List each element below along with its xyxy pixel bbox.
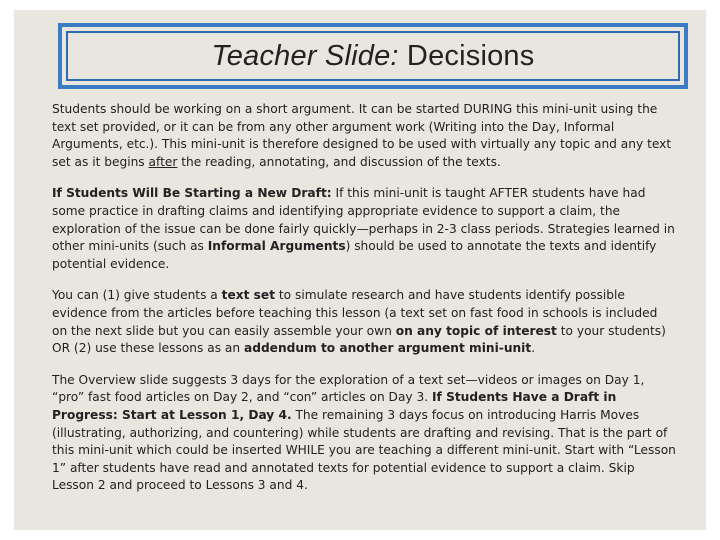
p2-text-a: If this mini-unit is taught AFTER students have had some practice in drafting claims and identifying appropriate evidence to support a claim, the exploration of the issue can be done fairly quickly—perhaps in 2-3 class periods. Strategies learned in other mini-units (such as [52, 186, 675, 254]
p1-text-c: the reading, annotating, and discussion of the texts. [177, 154, 501, 169]
title-main: Decisions [398, 39, 535, 72]
p4-text-a: The Overview slide suggests 3 days for the exploration of a text set—videos or images on Day 1, “pro” fast food articles on Day 2, and “con” articles on Day 3. [52, 372, 645, 405]
p1-text-a: Students should be working on a short argument. It can be started DURING this mini-unit using the text set provided, or it can be from any other argument work (Writing into the Day, Informal Arguments, etc.). This mini-unit is therefore designed to be used with virtually any topic and any text set as it begins [52, 102, 672, 169]
slide-title [212, 40, 535, 73]
paragraph-2 [52, 185, 676, 273]
paragraph-3 [52, 287, 676, 357]
p2-text-b: ) should be used to annotate the texts and identify potential evidence. [52, 239, 657, 271]
paragraph-4 [52, 372, 676, 495]
p3-bold-text-set: text set [221, 288, 276, 303]
slide-content [52, 101, 676, 509]
paragraph-1 [52, 101, 676, 171]
p3-text-b: to simulate research and have students identify possible evidence from the articles before teaching this lesson (a text set on fast food in schools is included on the next slide but you can easily assemble your own [52, 288, 658, 338]
title-prefix: Teacher Slide: [211, 39, 399, 72]
p1-underlined-after: after [148, 154, 178, 169]
p3-text-d: . [531, 341, 536, 356]
title-box [58, 23, 688, 89]
p4-text-b: The remaining 3 days focus on introducing Harris Moves (illustrating, authorizing, and countering) while students are drafting and revising. That is the part of this mini-unit which could be inserted WHILE you are teaching a different mini-unit. Start with “Lesson 1” after students have read and annotated texts for potential evidence to support a claim. Skip Lesson 2 and proceed to Lessons 3 and 4. [52, 407, 676, 493]
p3-bold-any-topic: on any topic of interest [395, 323, 557, 338]
p2-bold-lead: If Students Will Be Starting a New Draft: [52, 186, 332, 201]
p3-text-a: You can (1) give students a [52, 288, 222, 303]
p2-bold-informal-arguments: Informal Arguments [207, 239, 346, 254]
title-inner-border [66, 31, 680, 81]
p3-text-c: to your students) OR (2) use these lessons as an [52, 323, 666, 356]
p3-bold-addendum: addendum to another argument mini-unit [244, 341, 532, 356]
p4-bold-draft-in-progress: If Students Have a Draft in Progress: Start at Lesson 1, Day 4. [52, 390, 617, 422]
